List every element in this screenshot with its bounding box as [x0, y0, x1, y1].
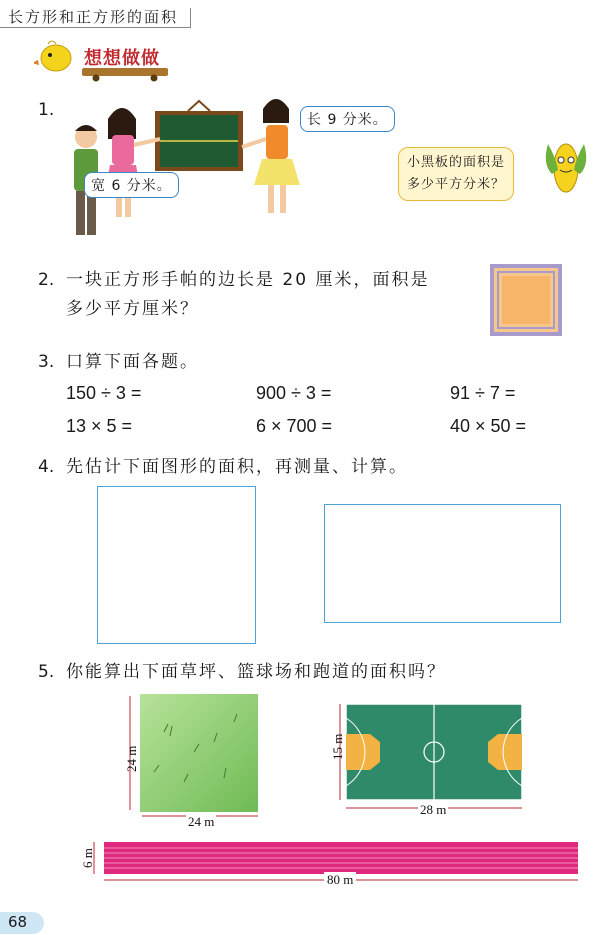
track-width-label: 80 m [324, 872, 356, 888]
section-title: 想想做做 [84, 48, 160, 69]
q3-number: 3. [38, 352, 55, 372]
lawn-width-label: 24 m [188, 814, 215, 829]
calc-item: 6 × 700 = [256, 416, 333, 436]
measure-square [97, 486, 256, 644]
q4-number: 4. [38, 457, 55, 477]
q5-title: 你能算出下面草坪、篮球场和跑道的面积吗？ [66, 662, 446, 682]
question-bubble-line2: 多少平方分米？ [407, 177, 506, 192]
q4-title: 先估计下面图形的面积，再测量、计算。 [66, 457, 408, 477]
track-height-text: 6 m [80, 848, 95, 868]
calc-item: 91 ÷ 7 = [450, 383, 516, 403]
handkerchief-image [490, 264, 562, 336]
measure-rectangle [324, 504, 561, 623]
q2-number: 2. [38, 270, 55, 290]
q2-line1: 一块正方形手帕的边长是 20 厘米，面积是 [66, 270, 430, 290]
court-width-label: 28 m [420, 802, 447, 817]
calc-item: 40 × 50 = [450, 416, 527, 436]
q3-title: 口算下面各题。 [66, 352, 199, 372]
q2-text [66, 266, 429, 324]
lawn-image [124, 692, 264, 828]
lawn-height-text: 24 m [124, 745, 139, 772]
q1-number: 1. [38, 100, 55, 120]
q5-number: 5. [38, 662, 55, 682]
question-bubble-line1: 小黑板的面积是 [407, 155, 506, 170]
q2-line2: 多少平方厘米？ [66, 299, 199, 319]
speech-bubble-length: 长 9 分米。 [300, 106, 395, 132]
calc-item: 13 × 5 = [66, 416, 133, 436]
page-header-title: 长方形和正方形的面积 [8, 8, 179, 26]
basketball-court-image [332, 700, 528, 818]
calc-item: 900 ÷ 3 = [256, 383, 332, 403]
header-rule-vertical [190, 8, 191, 28]
speech-bubble-width: 宽 6 分米。 [84, 172, 179, 198]
question-bubble [398, 147, 514, 201]
court-height-text: 15 m [330, 733, 345, 760]
page-number: 68 [8, 913, 28, 931]
calc-item: 150 ÷ 3 = [66, 383, 142, 403]
header-rule [0, 27, 190, 28]
corn-mascot-icon [540, 134, 590, 196]
